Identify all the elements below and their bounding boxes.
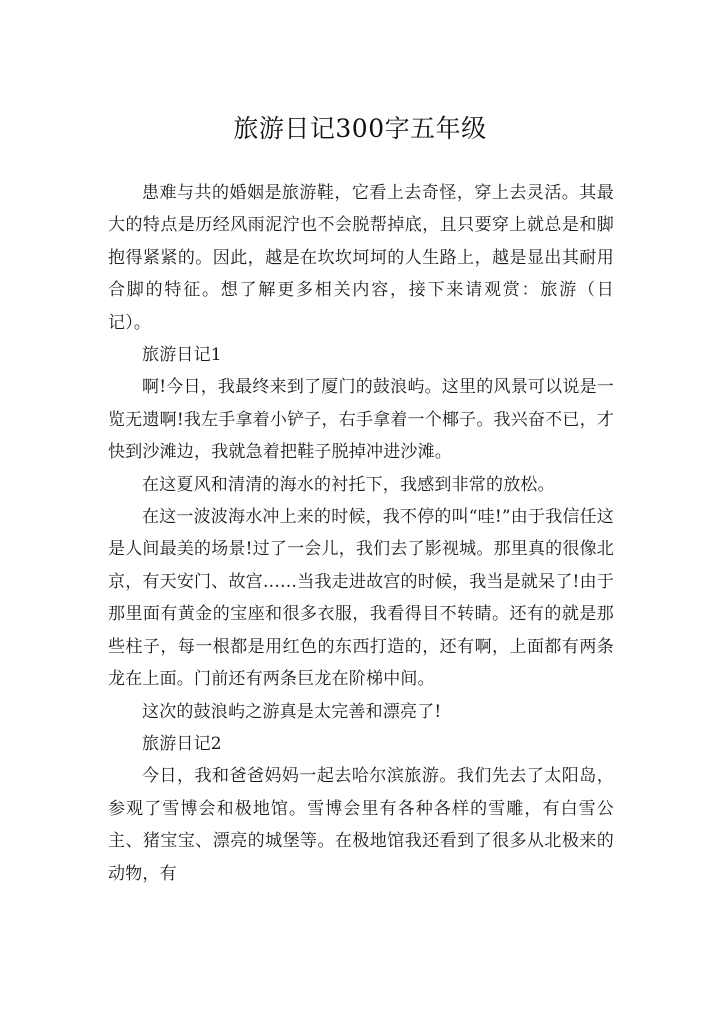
document-title: 旅游日记300字五年级 (233, 114, 487, 143)
paragraph: 在这夏风和清清的海水的衬托下，我感到非常的放松。 (142, 474, 555, 495)
section-heading-diary-2: 旅游日记2 (142, 733, 222, 754)
paragraph: 在这一波波海水冲上来的时候，我不停的叫“哇!”由于我信任这是人间最美的场景!过了一会儿，我们去了影视城。那里真的很像北京，有天安门、故宫……当我走进故宫的时候，我当是就呆了!由于那里面有黄金的宝座和很多衣服，我看得目不转睛。还有的就是那些柱子，每一根都是用红色的东西打造的，还有啊，上面都有两条龙在上面。门前还有两条巨龙在阶梯中间。 (108, 507, 615, 690)
intro-paragraph: 患难与共的婚姻是旅游鞋，它看上去奇怪，穿上去灵活。其最大的特点是历经风雨泥泞也不会脱帮掉底，且只要穿上就总是和脚抱得紧紧的。因此，越是在坎坎坷坷的人生路上，越是显出其耐用合脚的特征。想了解更多相关内容，接下来请观赏：旅游（日记）。 (108, 183, 614, 333)
paragraph: 今日，我和爸爸妈妈一起去哈尔滨旅游。我们先去了太阳岛，参观了雪博会和极地馆。雪博会里有各种各样的雪雕，有白雪公主、猪宝宝、漂亮的城堡等。在极地馆我还看到了很多从北极来的动物，有 (108, 766, 614, 884)
document-body (108, 177, 614, 890)
section-heading-diary-1: 旅游日记1 (142, 345, 222, 366)
paragraph: 啊!今日，我最终来到了厦门的鼓浪屿。这里的风景可以说是一览无遗啊!我左手拿着小铲子，右手拿着一个椰子。我兴奋不已，才快到沙滩边，我就急着把鞋子脱掉冲进沙滩。 (108, 377, 614, 463)
paragraph: 这次的鼓浪屿之游真是太完善和漂亮了! (142, 701, 442, 722)
